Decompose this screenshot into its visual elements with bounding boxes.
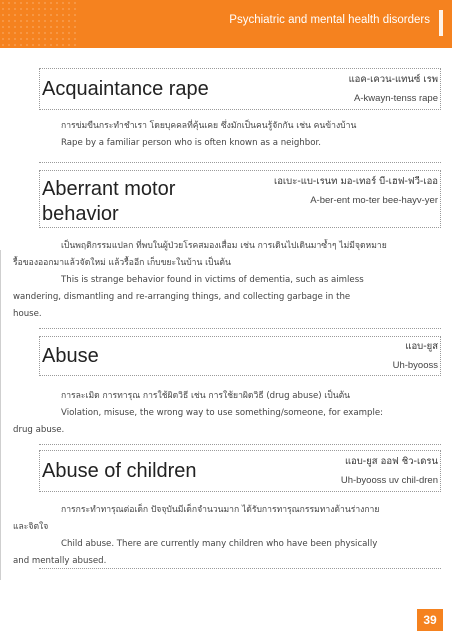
definition-thai: การข่มขืนกระทำชำเรา โดยบุคคลที่คุ้นเคย ซึ่งมักเป็นคนรู้จักกัน เช่น คนข้างบ้าน bbox=[61, 121, 357, 131]
definition-english-line-1: This is strange behavior found in victims of dementia, such as aimless bbox=[61, 275, 364, 285]
definition-thai-line-2: รื้อของออกมาแล้วจัดใหม่ แล้วรื้ออีก เก็บขยะในบ้าน เป็นต้น bbox=[13, 258, 231, 268]
term-box bbox=[39, 336, 441, 376]
pronunciation bbox=[349, 73, 438, 106]
definition-english-line-2: wandering, dismantling and re-arranging things, and collecting garbage in the bbox=[13, 292, 351, 302]
page-edge-line bbox=[0, 250, 1, 580]
pronunciation-english: Uh-byooss bbox=[392, 360, 438, 371]
definition-english: Rape by a familiar person who is often known as a neighbor. bbox=[61, 138, 321, 148]
entry-abuse bbox=[13, 336, 441, 439]
page-number: 39 bbox=[417, 609, 443, 631]
entry-abuse-of-children bbox=[13, 450, 441, 570]
pronunciation bbox=[274, 175, 438, 208]
divider bbox=[39, 162, 441, 163]
definition-thai: การละเมิด การทารุณ การใช้ผิดวิธี เช่น การใช้ยาผิดวิธี (drug abuse) เป็นต้น bbox=[61, 391, 351, 401]
pronunciation-thai: แอค-เควน-แทนซ์ เรพ bbox=[348, 74, 438, 85]
definition bbox=[9, 502, 441, 570]
divider bbox=[39, 568, 441, 569]
divider bbox=[39, 328, 441, 329]
term-line-1: Aberrant motor bbox=[42, 178, 176, 200]
definition-english-line-2: drug abuse. bbox=[13, 425, 65, 435]
definition-thai-line-1: เป็นพฤติกรรมแปลก ที่พบในผู้ป่วยโรคสมองเสื่อม เช่น การเดินไปเดินมาซ้ำๆ ไม่มีจุดหมาย bbox=[61, 241, 387, 251]
definition bbox=[9, 388, 441, 439]
definition-english-line-2: and mentally abused. bbox=[13, 556, 107, 566]
header-pattern bbox=[0, 0, 80, 48]
pronunciation-thai: แอบ-ยูส bbox=[405, 341, 438, 352]
pronunciation bbox=[341, 455, 438, 488]
definition-english-line-3: house. bbox=[13, 309, 42, 319]
definition bbox=[9, 238, 441, 323]
term-box bbox=[39, 170, 441, 228]
term-box bbox=[39, 450, 441, 492]
pronunciation bbox=[393, 340, 438, 373]
pronunciation-thai: เอเบะ-แบ-เรนท มอ-เทอร์ บี-เฮฟ-ฟวี-เออ bbox=[273, 176, 438, 187]
entry-aberrant-motor-behavior bbox=[13, 170, 441, 323]
definition bbox=[39, 118, 441, 152]
header-bar bbox=[0, 0, 452, 48]
pronunciation-english: A-kwayn-tenss rape bbox=[354, 93, 438, 104]
entry-acquaintance-rape bbox=[39, 68, 441, 152]
term: Abuse of children bbox=[42, 460, 197, 482]
term: Abuse bbox=[42, 345, 99, 367]
divider bbox=[39, 444, 441, 445]
pronunciation-english: Uh-byooss uv chil-dren bbox=[340, 475, 438, 486]
term-line-2: behavior bbox=[42, 203, 119, 225]
definition-thai-line-2: และจิตใจ bbox=[13, 522, 49, 532]
header-title: Psychiatric and mental health disorders bbox=[229, 14, 430, 26]
pronunciation-english: A-ber-ent mo-ter bee-hayv-yer bbox=[310, 195, 438, 206]
term: Acquaintance rape bbox=[42, 78, 209, 100]
term-box bbox=[39, 68, 441, 110]
definition-english-line-1: Violation, misuse, the wrong way to use something/someone, for example: bbox=[61, 408, 384, 418]
definition-english-line-1: Child abuse. There are currently many children who have been physically bbox=[61, 539, 378, 549]
pronunciation-thai: แอบ-ยูส ออฟ ชิว-เดรน bbox=[344, 456, 438, 467]
header-accent-mark bbox=[439, 10, 443, 36]
definition-thai-line-1: การกระทำทารุณต่อเด็ก ปัจจุบันมีเด็กจำนวนมาก ได้รับการทารุณกรรมทางด้านร่างกาย bbox=[61, 505, 380, 515]
